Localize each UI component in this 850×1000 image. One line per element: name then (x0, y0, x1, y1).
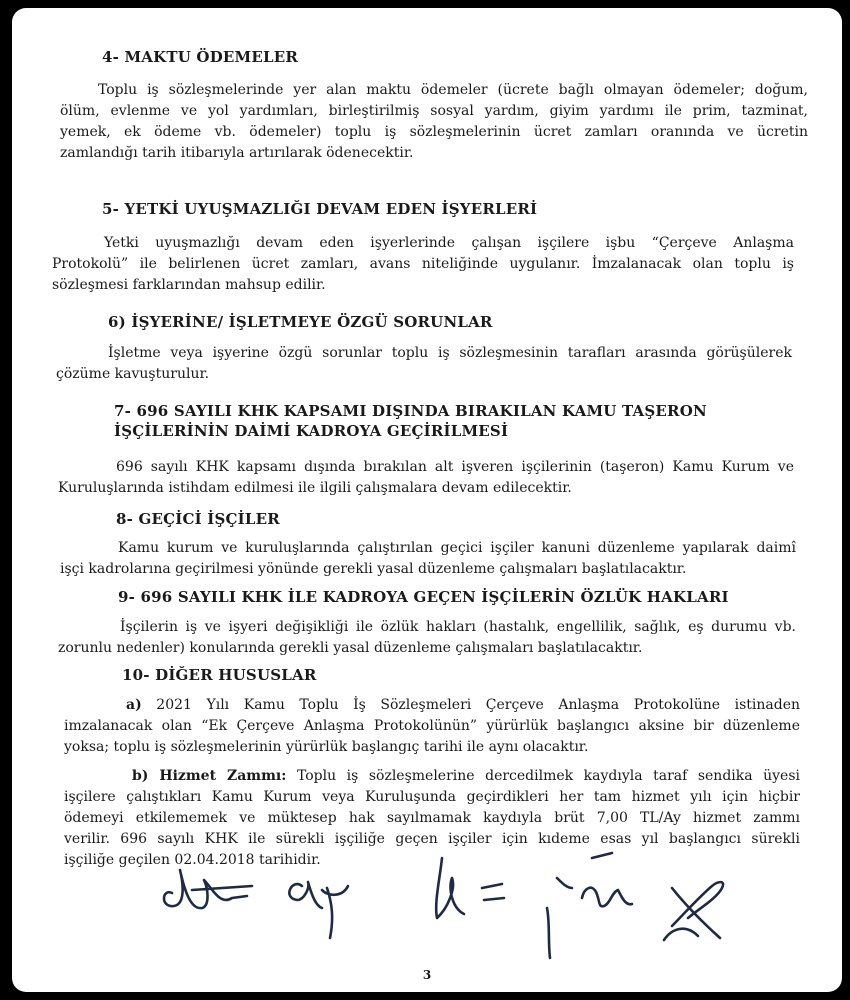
section-8-line-2: işçi kadrolarına geçirilmesi yönünde gerekli yasal düzenleme çalışmaları başlatılacaktır. (60, 561, 687, 577)
section-9-line-1: İşçilerin iş ve işyeri değişikliği ile özlük hakları (hastalık, engellilik, sağlık, eş durumu vb. (120, 619, 796, 635)
signature-5 (664, 882, 723, 940)
section-10b-label: b) Hizmet Zammı: (132, 768, 287, 784)
section-6-line-2: çözüme kavuşturulur. (56, 366, 210, 382)
section-6-heading: 6) İŞYERİNE/ İŞLETMEYE ÖZGÜ SORUNLAR (108, 313, 493, 331)
section-8-paragraph (60, 538, 796, 580)
section-10a-line-2: imzalanacak olan “Ek Çerçeve Anlaşma Protokolünün” yürürlük başlangıcı aksine bir düzenleme (64, 718, 800, 734)
section-4-line-4: zamlandığı tarih itibarıyla artırılarak ödenecektir. (60, 145, 414, 161)
section-7-heading-line-2: İŞÇİLERİNİN DAİMİ KADROYA GEÇİRİLMESİ (114, 422, 509, 440)
section-6-paragraph (56, 343, 792, 385)
section-10b-line-4: verilir. 696 sayılı KHK ile sürekli işçiliğe geçen işçiler için kıdeme esas yıl başlangıcı sürekli (64, 831, 800, 847)
section-8-heading: 8- GEÇİCİ İŞÇİLER (116, 510, 280, 528)
section-9-paragraph (58, 617, 796, 659)
signature-3 (436, 858, 504, 918)
section-10a-line-3: yoksa; toplu iş sözleşmelerinin yürürlük başlangıç tarihi ile aynı olacaktır. (64, 739, 589, 755)
page-number: 3 (422, 968, 432, 982)
section-6-line-1: İşletme veya işyerine özgü sorunlar toplu iş sözleşmesinin tarafları arasında görüşülerek (108, 345, 792, 361)
section-9-heading: 9- 696 SAYILI KHK İLE KADROYA GEÇEN İŞÇİLERİN ÖZLÜK HAKLARI (118, 588, 729, 606)
signature-2 (289, 882, 348, 938)
signature-1 (164, 870, 252, 908)
section-4-paragraph (60, 80, 808, 164)
section-10b-line-1-text: Toplu iş sözleşmelerine dercedilmek kaydıyla taraf sendika üyesi (296, 768, 801, 784)
section-4-line-3: yemek, ek ödeme vb. ödemeler) toplu iş sözleşmelerinin ücret zamları oranında ve ücretin (60, 124, 808, 140)
section-10a-line-1 (64, 695, 800, 716)
section-10b-line-5: işçiliğe geçilen 02.04.2018 tarihidir. (64, 852, 321, 868)
section-10b-line-3: ödemeyi etkilememek ve müktesep hak sayılmamak kaydıyla brüt 7,00 TL/Ay hizmet zammı (64, 810, 800, 826)
section-10a-label: a) (126, 697, 142, 713)
section-7-line-1: 696 sayılı KHK kapsamı dışında bırakılan alt işveren işçilerinin (taşeron) Kamu Kurum ve (116, 459, 794, 475)
section-5-heading: 5- YETKİ UYUŞMAZLIĞI DEVAM EDEN İŞYERLERİ (102, 200, 538, 218)
document-page (12, 8, 842, 992)
section-4-line-1: Toplu iş sözleşmelerinde yer alan maktu ödemeler (ücrete bağlı olmayan ödemeler; doğum, (98, 82, 808, 98)
section-7-heading: 7- 696 SAYILI KHK KAPSAMI DIŞINDA BIRAKILAN KAMU TAŞERON (114, 402, 707, 420)
signature-4 (547, 853, 632, 958)
section-10a-paragraph (64, 695, 800, 758)
section-10b-line-1 (64, 766, 800, 787)
section-7-line-2: Kuruluşlarında istihdam edilmesi ile ilgili çalışmalara devam edilecektir. (58, 480, 572, 496)
section-5-line-3: sözleşmesi farklarından mahsup edilir. (52, 277, 326, 293)
section-5-paragraph (52, 233, 794, 296)
signatures (152, 848, 752, 968)
section-10-heading: 10- DİĞER HUSUSLAR (122, 666, 317, 684)
section-9-line-2: zorunlu nedenler) konularında gerekli yasal düzenleme çalışmaları başlatılacaktır. (58, 640, 643, 656)
section-10b-line-2: işçilere çalıştıkları Kamu Kurum veya Kuruluşunda geçirdikleri her tam hizmet yılı için hiçbir (64, 789, 800, 805)
section-10a-line-1-text: 2021 Yılı Kamu Toplu İş Sözleşmeleri Çerçeve Anlaşma Protokolüne istinaden (156, 697, 800, 713)
section-8-line-1: Kamu kurum ve kuruluşlarında çalıştırılan geçici işçiler kanuni düzenleme yapılarak daimî (118, 540, 796, 556)
section-4-line-2: ölüm, evlenme ve yol yardımları, birleştirilmiş sosyal yardım, giyim yardımı ile prim, tazminat, (60, 103, 808, 119)
section-4-heading: 4- MAKTU ÖDEMELER (102, 48, 299, 66)
section-5-line-1: Yetki uyuşmazlığı devam eden işyerlerinde çalışan işçilere işbu “Çerçeve Anlaşma (104, 235, 794, 251)
section-5-line-2: Protokolü” ile belirlenen ücret zamları, avans niteliğinde uygulanır. İmzalanacak olan toplu iş (52, 256, 794, 272)
section-7-paragraph (58, 457, 794, 499)
